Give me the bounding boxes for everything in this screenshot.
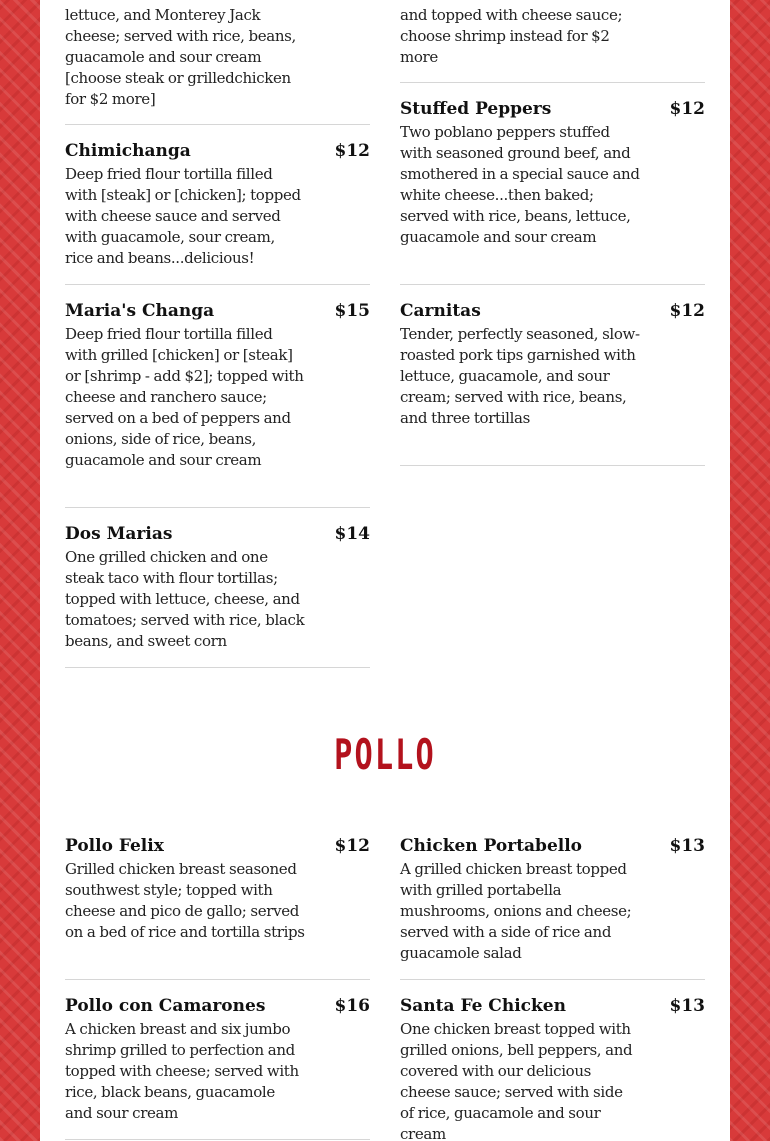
menu-item-carnitas [400,301,705,466]
menu-item-pollo-con-camarones [65,996,370,1140]
item-description: Deep fried flour tortilla filled with [steak] or [chicken]; topped with cheese sauce and served with guacamole, sour cream, rice and beans...delicious! [65,165,301,267]
item-price: $13 [669,996,705,1016]
item-name: Maria's Changa [65,301,215,321]
item-price: $15 [334,301,370,321]
item-name: Carnitas [400,301,481,321]
menu-item-chimichanga [65,141,370,285]
item-price: $14 [334,524,370,544]
menu-page [40,0,730,1141]
section-title-pollo: POLLO [334,730,436,779]
menu-item-stuffed-peppers [400,99,705,285]
menu-item-pollo-felix [65,836,370,980]
item-name: Santa Fe Chicken [400,996,566,1016]
item-description: One grilled chicken and one steak taco with flour tortillas; topped with lettuce, cheese, and tomatoes; served with rice, black beans, and sweet corn [65,548,305,650]
menu-item-dos-marias [65,524,370,668]
item-description: One chicken breast topped with grilled onions, bell peppers, and covered with our delicious cheese sauce; served with side of rice, guacamole and sour cream [400,1020,633,1141]
item-description-fragment: and topped with cheese sauce; choose shrimp instead for $2 more [400,6,623,66]
item-description: A grilled chicken breast topped with grilled portabella mushrooms, onions and cheese; served with a side of rice and guacamole salad [400,860,632,962]
item-description-fragment: lettuce, and Monterey Jack cheese; served with rice, beans, guacamole and sour cream [choose steak or grilledchicken for $2 more] [65,6,296,108]
item-name: Stuffed Peppers [400,99,552,119]
item-description: A chicken breast and six jumbo shrimp grilled to perfection and topped with cheese; served with rice, black beans, guacamole and sour cream [65,1020,299,1122]
menu-item-santa-fe-chicken [400,996,705,1141]
item-price: $12 [334,836,370,856]
item-name: Pollo Felix [65,836,164,856]
item-price: $12 [669,99,705,119]
item-description: Tender, perfectly seasoned, slow-roasted pork tips garnished with lettuce, guacamole, and sour cream; served with rice, beans, and three tortillas [400,325,640,427]
item-name: Dos Marias [65,524,173,544]
item-price: $16 [334,996,370,1016]
item-price: $12 [669,301,705,321]
item-description: Deep fried flour tortilla filled with grilled [chicken] or [steak] or [shrimp - add $2]; topped with cheese and ranchero sauce; served on a bed of peppers and onions, side of rice, beans, guacamole and sour cream [65,325,304,469]
item-divider [400,82,705,83]
item-name: Chicken Portabello [400,836,583,856]
item-price: $13 [669,836,705,856]
item-description: Grilled chicken breast seasoned southwest style; topped with cheese and pico de gallo; served on a bed of rice and tortilla strips [65,860,305,941]
item-name: Pollo con Camarones [65,996,266,1016]
item-description: Two poblano peppers stuffed with seasoned ground beef, and smothered in a special sauce and white cheese...then baked; served with rice, beans, lettuce, guacamole and sour cream [400,123,640,246]
menu-item-chicken-portabello [400,836,705,980]
item-price: $12 [334,141,370,161]
item-divider [65,124,370,125]
menu-item-marias-changa [65,301,370,508]
item-name: Chimichanga [65,141,191,161]
